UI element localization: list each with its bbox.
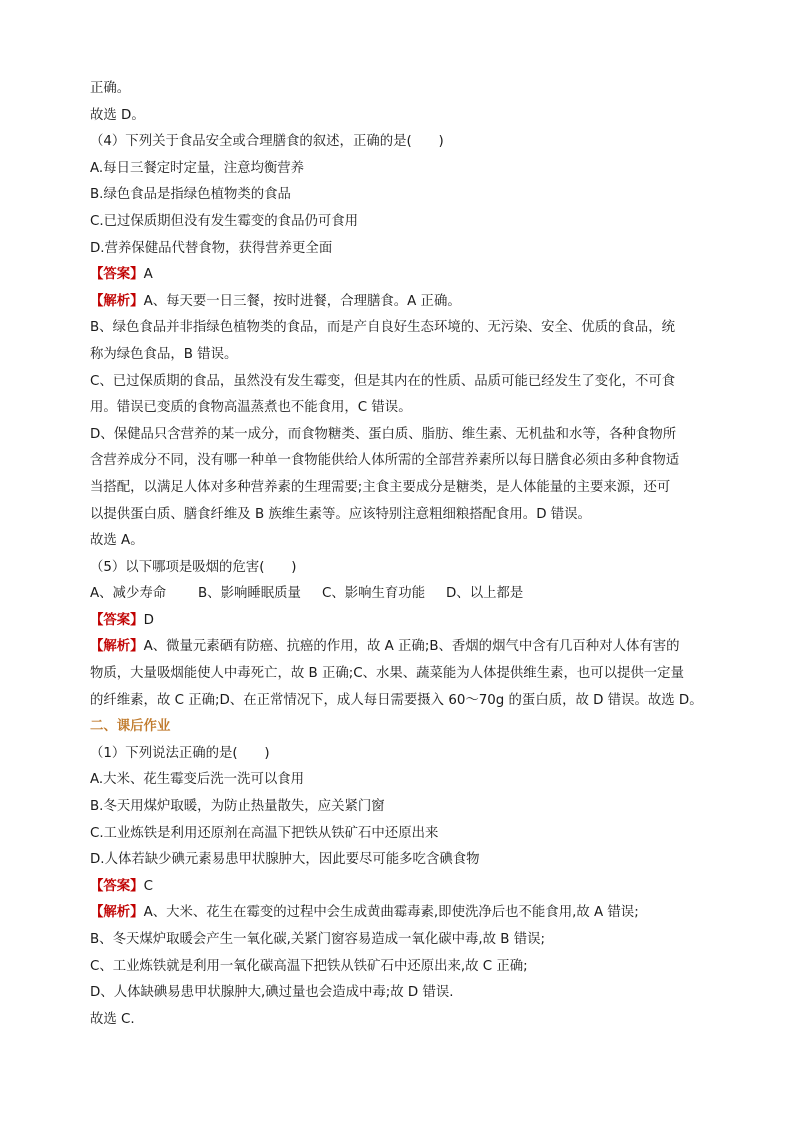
analysis-text: A、大米、花生在霉变的过程中会生成黄曲霉毒素,即使洗净后也不能食用,故 A 错误; (143, 905, 639, 921)
section-heading: 二、课后作业 (90, 719, 171, 735)
analysis-label: 【解析】 (90, 293, 144, 309)
option-c: C、影响生育功能 (322, 586, 426, 602)
analysis-text: D、保健品只含营养的某一成分，而食物糖类、蛋白质、脂肪、维生素、无机盐和水等，各种食物所 (90, 426, 677, 442)
choice-conclusion: 故选 C. (90, 1011, 135, 1027)
answer-line (90, 608, 712, 635)
analysis-text: 当搭配，以满足人体对多种营养素的生理需要;主食主要成分是糖类，是人体能量的主要来源，还可 (90, 479, 671, 495)
analysis-line (90, 634, 712, 661)
analysis-text: B、绿色食品并非指绿色植物类的食品，而是产自良好生态环境的、无污染、安全、优质的食品，统 (90, 320, 675, 336)
option-b: B.绿色食品是指绿色植物类的食品 (90, 187, 291, 203)
answer-line (90, 874, 712, 901)
answer-label: 【答案】 (90, 612, 144, 628)
option-c: C.工业炼铁是利用还原剂在高温下把铁从铁矿石中还原出来 (90, 825, 439, 841)
homework-question-1: （1）下列说法正确的是( ) (90, 745, 270, 761)
analysis-line (90, 900, 712, 927)
analysis-text: A、每天要一日三餐，按时进餐，合理膳食。A 正确。 (143, 293, 461, 309)
analysis-text: C、已过保质期的食品，虽然没有发生霉变，但是其内在的性质、品质可能已经发生了变化，不可食 (90, 373, 676, 389)
option-d: D.营养保健品代替食物，获得营养更全面 (90, 240, 333, 256)
answer-value: A (143, 267, 153, 283)
analysis-text: 的纤维素，故 C 正确;D、在正常情况下，成人每日需要摄入 60～70g 的蛋白质，故 D 错误。故选 D。 (90, 692, 703, 708)
choice-conclusion: 故选 A。 (90, 533, 144, 549)
answer-value: D (143, 612, 154, 628)
choice-conclusion: 故选 D。 (90, 107, 145, 123)
analysis-text: 物质，大量吸烟能使人中毒死亡，故 B 正确;C、水果、蔬菜能为人体提供维生素，也可以提供一定量 (90, 666, 684, 682)
analysis-label: 【解析】 (90, 639, 144, 655)
option-b: B.冬天用煤炉取暖，为防止热量散失，应关紧门窗 (90, 799, 385, 815)
answer-label: 【答案】 (90, 878, 144, 894)
answer-label: 【答案】 (90, 267, 144, 283)
question-5: （5）以下哪项是吸烟的危害( ) (90, 559, 297, 575)
analysis-text: 称为绿色食品，B 错误。 (90, 346, 238, 362)
analysis-text: A、微量元素硒有防癌、抗癌的作用，故 A 正确;B、香烟的烟气中含有几百种对人体有害的 (143, 639, 680, 655)
options-row (90, 581, 712, 608)
option-b: B、影响睡眠质量 (198, 586, 301, 602)
option-a: A、减少寿命 (90, 586, 167, 602)
option-a: A.每日三餐定时定量，注意均衡营养 (90, 160, 305, 176)
text-line: 正确。 (90, 81, 131, 96)
option-d: D、以上都是 (446, 586, 524, 602)
document-content (90, 76, 712, 1033)
analysis-line (90, 289, 712, 316)
option-d: D.人体若缺少碘元素易患甲状腺肿大，因此要尽可能多吃含碘食物 (90, 852, 480, 868)
analysis-text: B、冬天煤炉取暖会产生一氧化碳,关紧门窗容易造成一氧化碳中毒,故 B 错误; (90, 932, 546, 947)
analysis-text: 用。错误已变质的食物高温蒸煮也不能食用，C 错误。 (90, 400, 412, 416)
analysis-text: 含营养成分不同，没有哪一种单一食物能供给人体所需的全部营养素所以每日膳食必须由多种食物适 (90, 453, 680, 469)
analysis-text: D、人体缺碘易患甲状腺肿大,碘过量也会造成中毒;故 D 错误. (90, 985, 454, 1001)
analysis-label: 【解析】 (90, 905, 144, 921)
option-a: A.大米、花生霉变后洗一洗可以食用 (90, 772, 305, 788)
analysis-text: 以提供蛋白质、膳食纤维及 B 族维生素等。应该特别注意粗细粮搭配食用。D 错误。 (90, 506, 591, 522)
question-4: （4）下列关于食品安全或合理膳食的叙述，正确的是( ) (90, 134, 444, 150)
analysis-text: C、工业炼铁就是利用一氧化碳高温下把铁从铁矿石中还原出来,故 C 正确; (90, 958, 528, 974)
answer-value: C (143, 878, 153, 894)
option-c: C.已过保质期但没有发生霉变的食品仍可食用 (90, 213, 359, 229)
answer-line (90, 262, 712, 289)
